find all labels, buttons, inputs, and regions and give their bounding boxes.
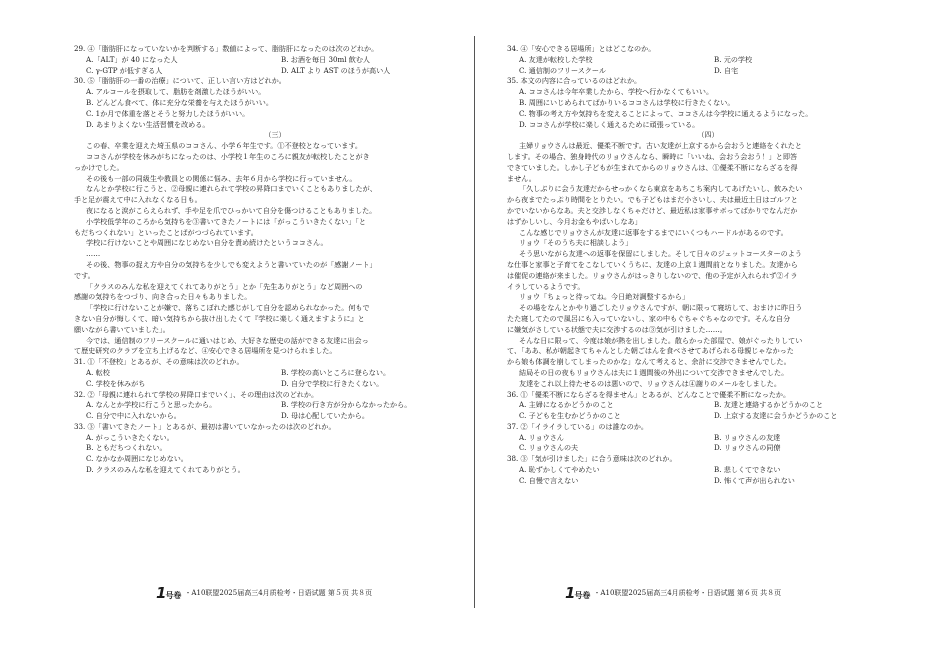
- answer-option-line: [74, 66, 476, 77]
- answer-option-line: [507, 55, 909, 66]
- text-line: 小学校低学年のころから気持ちを③書いてきたノートには「がっこういきたくない」「と: [86, 216, 366, 226]
- text-line: 29. ④「脂肪肝になっていないかを判断する」数値によって、脂肪肝になったのは次のどれか。: [74, 44, 379, 53]
- text-line: その後も一部の同級生や教員との関係に悩み、去年６月から学校に行っていません。: [86, 173, 357, 183]
- answer-option-line: [74, 55, 476, 66]
- answer-option: D. 自分で学校に行きたくない。: [281, 378, 384, 388]
- answer-option-line: [507, 465, 909, 476]
- text-line: できていました。しかし子どもが生まれてからのリョウさんは、①優柔不断にならざるを得: [507, 162, 798, 172]
- text-line: ……: [86, 249, 101, 259]
- answer-option: C. 自分で中に入れないから。: [86, 411, 181, 421]
- answer-option-line: [74, 411, 476, 422]
- answer-option: C. 学校を休みがち: [86, 378, 146, 388]
- answer-option: A. 主婦になるかどうかのこと: [519, 400, 614, 410]
- text-line: 32. ②「母親に連れられて学校の昇降口までいく」、その理由は次のどれか。: [74, 389, 319, 399]
- answer-option: A.「ALT」が 40 になった人: [86, 54, 178, 64]
- text-line: かでいないからなあ。夫と交渉しなくちゃだけど、最近私は家事サボってばかりでなんだか: [507, 205, 798, 215]
- text-line: 36. ①「優柔不断にならざるを得ません」とあるが、どんなことで優柔不断になったか。: [507, 389, 791, 399]
- right-page-footer: [565, 584, 781, 602]
- text-line: です。: [74, 270, 95, 280]
- answer-option: A. 友達が転校した学校: [519, 54, 593, 64]
- text-line: 夜になると涙がこらえられず、手や足を爪でひっかいて自分を傷つけることもありました。: [86, 205, 377, 215]
- text-line: 31. ①「不登校」とあるが、その意味は次のどれか。: [74, 357, 244, 367]
- text-line: 結局その日の夜もリョウさんは夫に１週間後の外出について交渉できませんでした。: [519, 367, 789, 377]
- answer-option-line: [507, 66, 909, 77]
- answer-option-line: [507, 400, 909, 411]
- answer-option: D. ALT より AST のほうが高い人: [281, 65, 391, 75]
- answer-option: A. 恥ずかしくてやめたい: [519, 465, 600, 475]
- answer-option: D. 怖くて声が出られない: [714, 475, 795, 485]
- text-line: ココさんが学校を休みがちになったのは、小学校１年生のころに親友が転校したことがき: [86, 151, 370, 161]
- answer-option-line: C. なかなか周囲になじめない。: [86, 454, 188, 464]
- answer-option: C. 通信制のフリースクール: [519, 65, 606, 75]
- answer-option: B. 元の学校: [714, 54, 753, 64]
- text-line: ません。: [507, 173, 536, 183]
- logo-icon: 1号卷: [565, 584, 591, 602]
- answer-option-line: [74, 400, 476, 411]
- answer-option: B. 悲しくてできない: [714, 465, 781, 475]
- right-page-column: [507, 44, 909, 487]
- answer-option: C. γ-GTP が低すぎる人: [86, 65, 163, 75]
- text-line: リョウ「ちょっと待ってね。今日絶対調整するから」: [519, 292, 690, 302]
- answer-option-line: D. あまりよくない生活習慣を改める。: [86, 119, 210, 129]
- answer-option-line: D. クラスのみんな私を迎えてくれてありがとう。: [86, 465, 245, 475]
- text-line: 「学校に行けないことが嫌で、落ちこぼれた感じがして自分を認められなかった。何もで: [86, 303, 370, 313]
- text-line: 33. ③「書いてきたノート」とあるが、最初は書いていなかったのは次のどれか。: [74, 421, 336, 431]
- text-line: 主婦リョウさんは最近、優柔不断です。古い友達が上京するから会おうと連絡をくれたと: [519, 141, 802, 151]
- answer-option: B. 学校の高いところに登らない。: [281, 367, 391, 377]
- answer-option: B. お酒を毎日 30ml 飲む人: [281, 54, 371, 64]
- text-line: （三）: [264, 130, 286, 140]
- text-line: します。その場合、独身時代のリョウさんなら、瞬時に「いいね、会おう会おう！」と即答: [507, 151, 798, 161]
- text-line: （四）: [697, 130, 719, 140]
- left-page-footer: [156, 584, 372, 602]
- answer-option-line: A. ココさんは今年卒業したから、学校へ行かなくてもいい。: [519, 87, 714, 97]
- answer-option: B. 友達と連絡するかどうかのこと: [714, 400, 824, 410]
- text-line: なんとか学校に行こうと、②母親に連れられて学校の昇降口までいくこともありましたが、: [86, 184, 377, 194]
- answer-option: B. 学校の行き方が分からなかったから。: [281, 400, 412, 410]
- text-line: きない自分が悔しくて、暗い気持ちから抜け出したくて『学校に楽しく通えますように』と: [74, 313, 365, 323]
- answer-option: C. 自慢で言えない: [519, 475, 579, 485]
- answer-option-line: B. どんどん食べて、体に充分な栄養を与えたほうがいい。: [86, 97, 273, 107]
- answer-option: D. 母は心配していたから。: [281, 411, 369, 421]
- text-line: この春、卒業を迎えた埼玉県のココさん、小学６年生です。①不登校となっています。: [86, 141, 362, 151]
- text-line: その場をなんとかやり過ごしたリョウさんですが、朝に限って寝坊して、おまけに昨日う: [519, 303, 803, 313]
- answer-option-line: [507, 411, 909, 422]
- footer-text: ・A10联盟2025届高三4月质检考・日语试题 第５页 共８页: [184, 589, 373, 597]
- text-line: その後、物事の捉え方や自分の気持ちを少しでも変えようと書いていたのが「感謝ノート」: [86, 259, 377, 269]
- answer-option-line: [507, 443, 909, 454]
- text-line: 友達をこれ以上待たせるのは悪いので、リョウさんは④謝りのメールをしました。: [519, 378, 781, 388]
- text-line: もだちつくれない」といったことばがつづられています。: [74, 227, 258, 237]
- answer-option: D. 上京する友達に会うかどうかのこと: [714, 411, 838, 421]
- text-line: っかけでした。: [74, 162, 124, 172]
- answer-option: B. リョウさんの友達: [714, 432, 781, 442]
- footer-text: ・A10联盟2025届高三4月质检考・日语试题 第６页 共８页: [593, 589, 782, 597]
- text-line: から娘も体調を崩してしまったのかな」なんて考えると、余計に交渉できませんでした。: [507, 357, 791, 367]
- answer-option-line: [74, 379, 476, 390]
- logo-icon: 1号卷: [156, 584, 182, 602]
- text-line: な仕事と家事と子育てをこなしていくうちに、友達の上京１週間前となりました。友達から: [507, 259, 798, 269]
- text-line: はずかしいし、今月お金もやばいしなあ」: [507, 216, 642, 226]
- answer-option: C. リョウさんの夫: [519, 443, 579, 453]
- left-page-column: [74, 44, 476, 476]
- text-line: て、「ああ、私が朝起きてちゃんとした朝ごはんを食べさせてあげられる母親じゃなかった: [507, 346, 794, 356]
- answer-option-line: C. 物事の考え方や気持ちを変えることによって、ココさんは今学校に通えるようになった。: [519, 108, 813, 118]
- text-line: 34. ④「安心できる居場所」とはどこなのか。: [507, 44, 656, 53]
- text-line: 37. ②「イライラしている」のは誰なのか。: [507, 421, 649, 431]
- answer-option: C. 子どもを生むかどうかのこと: [519, 411, 621, 421]
- text-line: 学校に行けないことや周囲になじめない自分を責め続けたというココさん。: [86, 238, 328, 248]
- answer-option-line: [507, 433, 909, 444]
- text-line: 「久しぶりに会う友達だからせっかくなら東京をあちこち案内してあげたいし、飲みたい: [519, 184, 803, 194]
- text-line: て歴史研究のクラブを立ち上げるなど、④安心できる居場所を見つけられました。: [74, 346, 337, 356]
- answer-option-line: B. 周囲にいじめられてばかりいるココさんは学校に行きたくない。: [519, 97, 735, 107]
- text-line: イラしているようです。: [507, 281, 585, 291]
- answer-option: A. 転校: [86, 367, 110, 377]
- answer-option-line: A. アルコールを摂取して、脂肪を剤激したほうがいい。: [86, 87, 266, 97]
- text-line: たた寝してたので風呂にも入っていないし、家の中もぐちゃぐちゃなのです。そんな自分: [507, 313, 791, 323]
- answer-option-line: C. 1か月で体重を落とそうと努力したほうがいい。: [86, 108, 250, 118]
- text-line: に嫌気がさしている状態で夫に交渉するのは③気が引けました……。: [507, 324, 727, 334]
- answer-option-line: A. がっこういきたくない。: [86, 432, 174, 442]
- answer-option: A. なんとか学校に行こうと思ったから。: [86, 400, 217, 410]
- page-divider: [474, 36, 475, 608]
- text-line: そんな日に限って、今度は娘が熱を出しました。散らかった部屋で、娘がぐったりしてい: [519, 335, 803, 345]
- text-line: こんな感じでリョウさんが友達に返事をするまでにいくつもハードルがあるのです。: [519, 227, 788, 237]
- text-line: 「クラスのみんな私を迎えてくれてありがとう」とか「先生ありがとう」など周囲への: [86, 281, 363, 291]
- answer-option-line: B. ともだちつくれない。: [86, 443, 167, 453]
- text-line: 今では、通信制のフリースクールに通いはじめ、大好きな歴史の話ができる友達に出会っ: [86, 335, 369, 345]
- answer-option: D. 自宅: [714, 65, 739, 75]
- text-line: 35. 本文の内容に合っているのはどれか。: [507, 76, 642, 86]
- answer-option-line: [507, 476, 909, 487]
- text-line: 手と足が震えて中に入れなくなる日も。: [74, 195, 202, 205]
- text-line: 30. ⑤「脂肪肝の一番の治療」について、正しい言い方はどれか。: [74, 76, 286, 86]
- text-line: から夜までたっぷり時間をとりたい。でも子どもはまだ小さいし、夫は最近土日はゴルフと: [507, 195, 798, 205]
- text-line: 38. ③「気が引けました」に合う意味は次のどれか。: [507, 454, 677, 464]
- text-line: そう思いながら友達への返事を保留にしました。そして日々のジェットコースターのよう: [519, 249, 802, 259]
- text-line: リョウ「そのうち夫に相談しよう」: [519, 238, 633, 248]
- answer-option: A. リョウさん: [519, 432, 564, 442]
- answer-option-line: D. ココさんが学校に楽しく通えるために頑張っている。: [519, 119, 700, 129]
- text-line: 感謝の気持ちをつづり、向き合った日々もありました。: [74, 292, 252, 302]
- text-line: 願いながら書いていました」。: [74, 324, 170, 334]
- answer-option-line: [74, 368, 476, 379]
- text-line: は催促の連絡が来ました。リョウさんがはっきりしないので、他の予定が入れられず②イラ: [507, 270, 798, 280]
- answer-option: D. リョウさんの同僚: [714, 443, 781, 453]
